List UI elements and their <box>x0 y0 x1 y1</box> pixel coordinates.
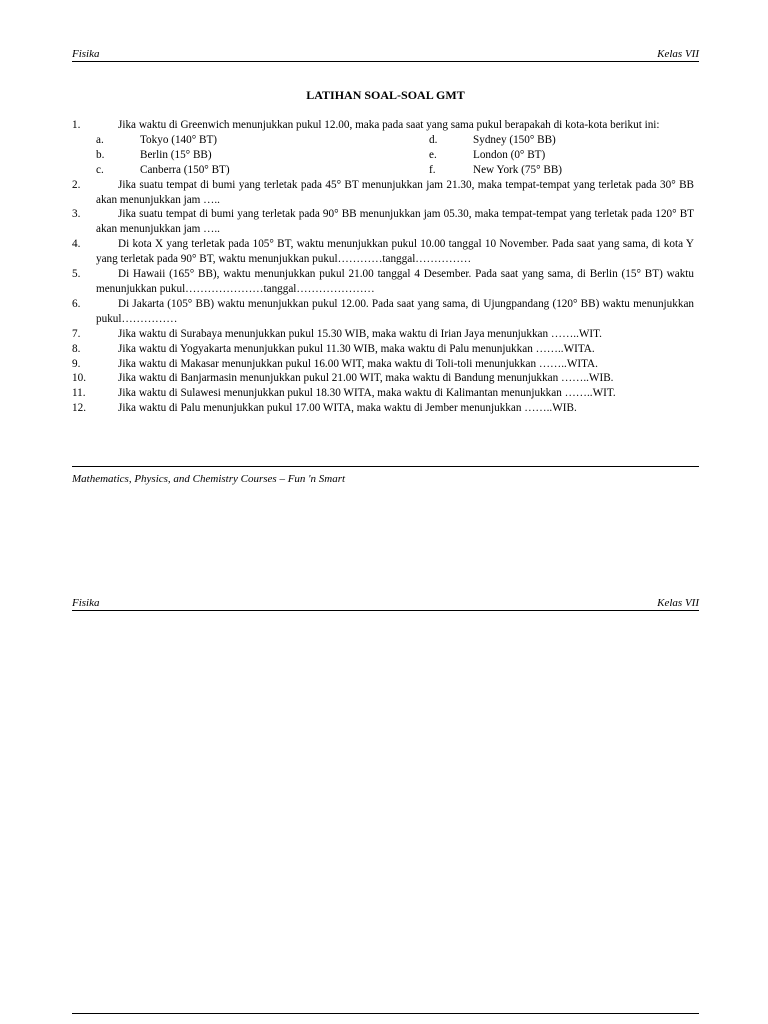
header-subject: Fisika <box>72 597 100 609</box>
option-text: Tokyo (140° BT) <box>140 133 218 146</box>
header-class-label: Kelas VII <box>657 48 699 60</box>
option-text: London (0° BT) <box>473 148 546 161</box>
question-number: 6. <box>72 297 81 310</box>
question-number: 1. <box>72 119 81 131</box>
page-title: LATIHAN SOAL-SOAL GMT <box>306 88 465 102</box>
answer-options <box>96 133 694 178</box>
footer-rule <box>72 466 699 467</box>
question-7 <box>72 327 694 342</box>
question-2 <box>72 178 694 208</box>
question-3 <box>72 207 694 237</box>
question-text: Jika waktu di Surabaya menunjukkan pukul 15.30 WIB, maka waktu di Irian Jaya menunjukkan ……..WIT. <box>118 327 602 340</box>
header-rule <box>72 61 699 62</box>
question-number: 12. <box>72 402 86 415</box>
question-6 <box>72 297 694 327</box>
header-rule <box>72 610 699 611</box>
question-number: 5. <box>72 268 81 281</box>
question-number: 3. <box>72 208 81 221</box>
question-10 <box>72 371 694 386</box>
question-4 <box>72 237 694 267</box>
question-number: 8. <box>72 342 81 355</box>
option-letter: c. <box>96 163 104 176</box>
question-text: Di Jakarta (105° BB) waktu menunjukkan pukul 12.00. Pada saat yang sama, di Ujungpandang (120° BB) waktu menunjukkan pukul…………… <box>96 297 694 325</box>
question-text: Jika suatu tempat di bumi yang terletak pada 45° BT menunjukkan jam 21.30, maka tempat-tempat yang terletak pada 30° BB akan menunjukkan jam ….. <box>96 178 694 206</box>
question-text: Jika waktu di Greenwich menunjukkan pukul 12.00, maka pada saat yang sama pukul berapakah di kota-kota berikut ini: <box>118 119 660 131</box>
question-text: Di Hawaii (165° BB), waktu menunjukkan pukul 21.00 tanggal 4 Desember. Pada saat yang sama, di Berlin (15° BT) waktu menunjukkan pukul…………………tanggal………………… <box>96 268 694 295</box>
footer-rule <box>72 1013 699 1014</box>
option-letter: d. <box>429 133 438 146</box>
question-5 <box>72 267 694 297</box>
question-text: Jika waktu di Sulawesi menunjukkan pukul 18.30 WITA, maka waktu di Kalimantan menunjukkan ……..WIT. <box>118 387 616 400</box>
question-text: Jika waktu di Makasar menunjukkan pukul 16.00 WIT, maka waktu di Toli-toli menunjukkan ……..WITA. <box>118 357 598 370</box>
question-12 <box>72 401 694 416</box>
question-number: 10. <box>72 372 86 385</box>
question-text: Jika waktu di Palu menunjukkan pukul 17.00 WITA, maka waktu di Jember menunjukkan ……..WIB. <box>118 402 577 415</box>
option-letter: f. <box>429 163 436 176</box>
question-9 <box>72 357 694 372</box>
question-text: Jika waktu di Banjarmasin menunjukkan pukul 21.00 WIT, maka waktu di Bandung menunjukkan ……..WIB. <box>118 372 614 385</box>
option-text: New York (75° BB) <box>473 163 563 176</box>
option-text: Berlin (15° BB) <box>140 148 212 161</box>
option-letter: a. <box>96 133 104 146</box>
option-letter: e. <box>429 148 437 161</box>
header-class-label: Kelas VII <box>657 597 699 609</box>
question-number: 2. <box>72 178 81 191</box>
option-text: Sydney (150° BB) <box>473 133 556 146</box>
question-number: 7. <box>72 327 81 340</box>
question-number: 11. <box>72 387 86 400</box>
question-text: Jika waktu di Yogyakarta menunjukkan pukul 11.30 WIB, maka waktu di Palu menunjukkan ……..WITA. <box>118 342 595 355</box>
question-list <box>72 118 694 416</box>
question-text: Di kota X yang terletak pada 105° BT, waktu menunjukkan pukul 10.00 tanggal 10 November. Pada saat yang sama, di kota Y yang terletak pada 90° BT, waktu menunjukkan pukul…………tanggal…………… <box>96 238 694 266</box>
header-subject: Fisika <box>72 48 100 60</box>
option-text: Canberra (150° BT) <box>140 163 230 176</box>
question-text: Jika suatu tempat di bumi yang terletak pada 90° BB menunjukkan jam 05.30, maka tempat-tempat yang terletak pada 120° BT akan menunjukkan jam ….. <box>96 208 694 236</box>
question-number: 9. <box>72 357 81 370</box>
question-8 <box>72 342 694 357</box>
question-1 <box>72 118 694 133</box>
question-number: 4. <box>72 238 81 251</box>
option-letter: b. <box>96 148 105 161</box>
question-11 <box>72 386 694 401</box>
footer-text: Mathematics, Physics, and Chemistry Courses – Fun 'n Smart <box>72 473 346 485</box>
